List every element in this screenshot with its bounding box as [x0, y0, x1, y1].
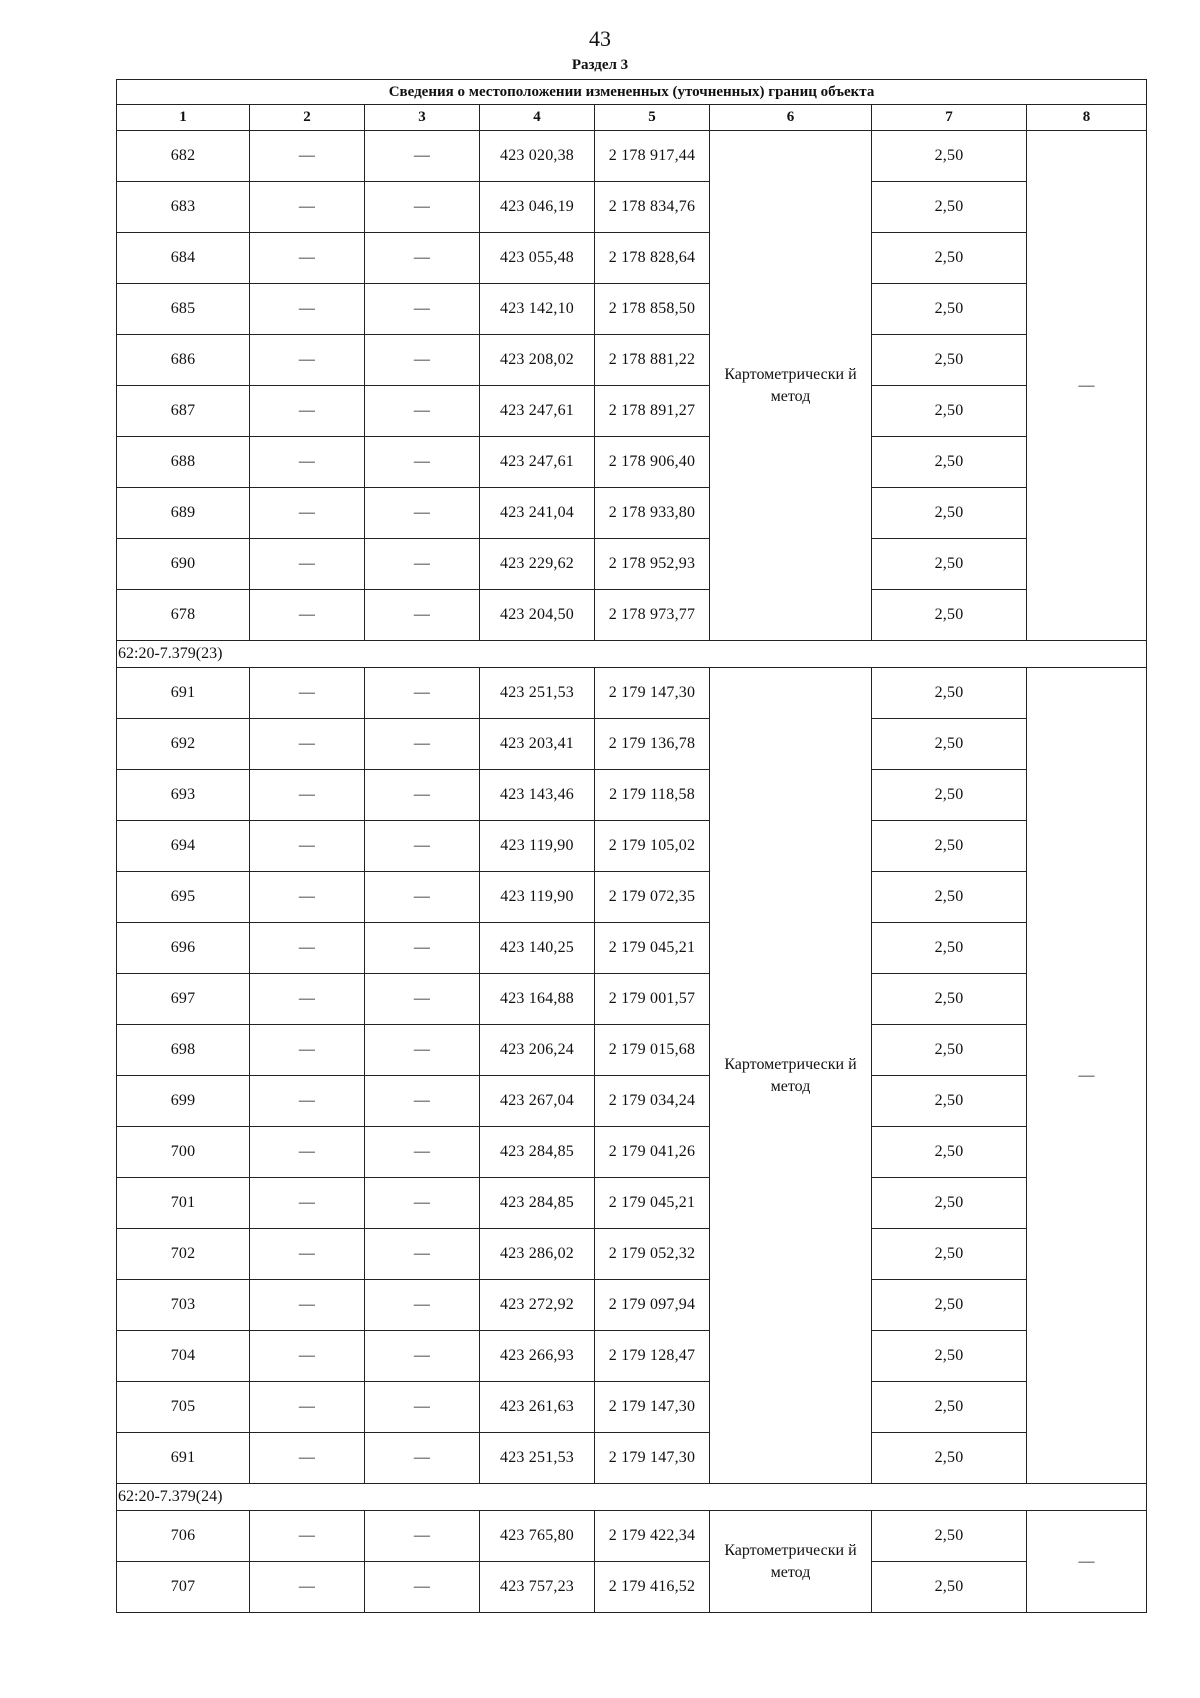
point-number-cell: 678 — [117, 590, 250, 641]
y-coordinate-cell: 2 179 045,21 — [595, 1178, 710, 1229]
point-number-cell: 683 — [117, 182, 250, 233]
point-number-cell: 686 — [117, 335, 250, 386]
point-number-cell: 688 — [117, 437, 250, 488]
dash-cell: — — [365, 1511, 480, 1562]
dash-cell: — — [365, 335, 480, 386]
dash-cell: — — [250, 386, 365, 437]
point-number-cell: 687 — [117, 386, 250, 437]
y-coordinate-cell: 2 179 034,24 — [595, 1076, 710, 1127]
y-coordinate-cell: 2 179 147,30 — [595, 1433, 710, 1484]
table-row — [117, 1076, 1147, 1127]
column-number: 7 — [872, 105, 1027, 131]
dash-cell: — — [250, 1382, 365, 1433]
table-row — [117, 668, 1147, 719]
column-number: 3 — [365, 105, 480, 131]
point-number-cell: 704 — [117, 1331, 250, 1382]
y-coordinate-cell: 2 179 072,35 — [595, 872, 710, 923]
dash-cell: — — [365, 1562, 480, 1613]
precision-cell: 2,50 — [872, 335, 1027, 386]
dash-cell: — — [250, 668, 365, 719]
y-coordinate-cell: 2 178 933,80 — [595, 488, 710, 539]
x-coordinate-cell: 423 046,19 — [480, 182, 595, 233]
y-coordinate-cell: 2 179 045,21 — [595, 923, 710, 974]
coordinates-table — [116, 79, 1147, 1613]
dash-cell: — — [250, 182, 365, 233]
dash-cell: — — [365, 539, 480, 590]
y-coordinate-cell: 2 178 858,50 — [595, 284, 710, 335]
x-coordinate-cell: 423 251,53 — [480, 1433, 595, 1484]
point-number-cell: 696 — [117, 923, 250, 974]
dash-cell: — — [365, 1025, 480, 1076]
y-coordinate-cell: 2 178 917,44 — [595, 131, 710, 182]
dash-cell: — — [250, 1562, 365, 1613]
precision-cell: 2,50 — [872, 488, 1027, 539]
dash-cell: — — [365, 131, 480, 182]
point-number-cell: 694 — [117, 821, 250, 872]
dash-cell: — — [365, 284, 480, 335]
table-row — [117, 1562, 1147, 1613]
dash-cell: — — [365, 1280, 480, 1331]
dash-cell: — — [250, 131, 365, 182]
y-coordinate-cell: 2 179 422,34 — [595, 1511, 710, 1562]
dash-cell: — — [365, 1433, 480, 1484]
precision-cell: 2,50 — [872, 284, 1027, 335]
dash-cell: — — [365, 1382, 480, 1433]
y-coordinate-cell: 2 179 416,52 — [595, 1562, 710, 1613]
point-number-cell: 698 — [117, 1025, 250, 1076]
y-coordinate-cell: 2 179 128,47 — [595, 1331, 710, 1382]
point-number-cell: 689 — [117, 488, 250, 539]
point-number-cell: 701 — [117, 1178, 250, 1229]
x-coordinate-cell: 423 757,23 — [480, 1562, 595, 1613]
x-coordinate-cell: 423 119,90 — [480, 872, 595, 923]
point-number-cell: 707 — [117, 1562, 250, 1613]
table-row — [117, 1331, 1147, 1382]
point-number-cell: 691 — [117, 668, 250, 719]
x-coordinate-cell: 423 261,63 — [480, 1382, 595, 1433]
dash-cell: — — [250, 1511, 365, 1562]
precision-cell: 2,50 — [872, 1382, 1027, 1433]
method-cell: Картометрически й метод — [710, 131, 872, 641]
point-number-cell: 691 — [117, 1433, 250, 1484]
x-coordinate-cell: 423 119,90 — [480, 821, 595, 872]
point-number-cell: 703 — [117, 1280, 250, 1331]
y-coordinate-cell: 2 179 147,30 — [595, 1382, 710, 1433]
dash-cell: — — [365, 821, 480, 872]
x-coordinate-cell: 423 208,02 — [480, 335, 595, 386]
group-label-row — [117, 641, 1147, 668]
point-number-cell: 702 — [117, 1229, 250, 1280]
table-row — [117, 1127, 1147, 1178]
y-coordinate-cell: 2 178 891,27 — [595, 386, 710, 437]
precision-cell: 2,50 — [872, 1562, 1027, 1613]
x-coordinate-cell: 423 241,04 — [480, 488, 595, 539]
dash-cell: — — [250, 1433, 365, 1484]
section-title: Раздел 3 — [571, 57, 629, 73]
group-label: 62:20-7.379(24) — [117, 1484, 1147, 1511]
column-number: 6 — [710, 105, 872, 131]
x-coordinate-cell: 423 251,53 — [480, 668, 595, 719]
dash-cell: — — [365, 1127, 480, 1178]
table-row — [117, 539, 1147, 590]
y-coordinate-cell: 2 179 105,02 — [595, 821, 710, 872]
precision-cell: 2,50 — [872, 182, 1027, 233]
precision-cell: 2,50 — [872, 1025, 1027, 1076]
precision-cell: 2,50 — [872, 590, 1027, 641]
dash-cell: — — [250, 974, 365, 1025]
notes-dash-cell: — — [1027, 668, 1147, 1484]
table-row — [117, 131, 1147, 182]
y-coordinate-cell: 2 179 147,30 — [595, 668, 710, 719]
y-coordinate-cell: 2 179 015,68 — [595, 1025, 710, 1076]
dash-cell: — — [250, 1178, 365, 1229]
precision-cell: 2,50 — [872, 1076, 1027, 1127]
column-number: 5 — [595, 105, 710, 131]
notes-dash-cell: — — [1027, 131, 1147, 641]
column-number: 2 — [250, 105, 365, 131]
table-row — [117, 386, 1147, 437]
precision-cell: 2,50 — [872, 1331, 1027, 1382]
dash-cell: — — [365, 974, 480, 1025]
point-number-cell: 692 — [117, 719, 250, 770]
precision-cell: 2,50 — [872, 1280, 1027, 1331]
y-coordinate-cell: 2 179 001,57 — [595, 974, 710, 1025]
dash-cell: — — [250, 821, 365, 872]
dash-cell: — — [365, 386, 480, 437]
dash-cell: — — [250, 1025, 365, 1076]
table-row — [117, 590, 1147, 641]
y-coordinate-cell: 2 179 052,32 — [595, 1229, 710, 1280]
dash-cell: — — [250, 1331, 365, 1382]
point-number-cell: 705 — [117, 1382, 250, 1433]
table-title: Сведения о местоположении измененных (уточненных) границ объекта — [117, 80, 1147, 105]
y-coordinate-cell: 2 179 097,94 — [595, 1280, 710, 1331]
precision-cell: 2,50 — [872, 1127, 1027, 1178]
table-row — [117, 1280, 1147, 1331]
table-row — [117, 233, 1147, 284]
table-row — [117, 923, 1147, 974]
dash-cell: — — [250, 770, 365, 821]
precision-cell: 2,50 — [872, 131, 1027, 182]
table-body — [117, 131, 1147, 1613]
table-row — [117, 284, 1147, 335]
y-coordinate-cell: 2 179 041,26 — [595, 1127, 710, 1178]
y-coordinate-cell: 2 179 136,78 — [595, 719, 710, 770]
dash-cell: — — [250, 539, 365, 590]
table-row — [117, 1382, 1147, 1433]
dash-cell: — — [250, 719, 365, 770]
x-coordinate-cell: 423 247,61 — [480, 437, 595, 488]
dash-cell: — — [250, 1076, 365, 1127]
x-coordinate-cell: 423 267,04 — [480, 1076, 595, 1127]
dash-cell: — — [365, 590, 480, 641]
precision-cell: 2,50 — [872, 539, 1027, 590]
precision-cell: 2,50 — [872, 1229, 1027, 1280]
x-coordinate-cell: 423 142,10 — [480, 284, 595, 335]
y-coordinate-cell: 2 178 834,76 — [595, 182, 710, 233]
dash-cell: — — [365, 488, 480, 539]
method-cell: Картометрически й метод — [710, 668, 872, 1484]
dash-cell: — — [250, 233, 365, 284]
x-coordinate-cell: 423 765,80 — [480, 1511, 595, 1562]
dash-cell: — — [250, 488, 365, 539]
dash-cell: — — [365, 233, 480, 284]
table-row — [117, 719, 1147, 770]
x-coordinate-cell: 423 143,46 — [480, 770, 595, 821]
precision-cell: 2,50 — [872, 923, 1027, 974]
x-coordinate-cell: 423 204,50 — [480, 590, 595, 641]
point-number-cell: 684 — [117, 233, 250, 284]
precision-cell: 2,50 — [872, 233, 1027, 284]
table-row — [117, 1511, 1147, 1562]
precision-cell: 2,50 — [872, 974, 1027, 1025]
table-row — [117, 1025, 1147, 1076]
point-number-cell: 690 — [117, 539, 250, 590]
dash-cell: — — [250, 284, 365, 335]
table-row — [117, 872, 1147, 923]
point-number-cell: 682 — [117, 131, 250, 182]
x-coordinate-cell: 423 284,85 — [480, 1178, 595, 1229]
group-label-row — [117, 1484, 1147, 1511]
dash-cell: — — [365, 1076, 480, 1127]
table-row — [117, 437, 1147, 488]
dash-cell: — — [250, 335, 365, 386]
precision-cell: 2,50 — [872, 668, 1027, 719]
column-number: 1 — [117, 105, 250, 131]
point-number-cell: 699 — [117, 1076, 250, 1127]
dash-cell: — — [365, 1229, 480, 1280]
point-number-cell: 685 — [117, 284, 250, 335]
dash-cell: — — [250, 437, 365, 488]
dash-cell: — — [250, 1280, 365, 1331]
precision-cell: 2,50 — [872, 770, 1027, 821]
dash-cell: — — [250, 1229, 365, 1280]
precision-cell: 2,50 — [872, 437, 1027, 488]
x-coordinate-cell: 423 140,25 — [480, 923, 595, 974]
table-row — [117, 488, 1147, 539]
dash-cell: — — [365, 872, 480, 923]
dash-cell: — — [365, 923, 480, 974]
dash-cell: — — [365, 668, 480, 719]
table-row — [117, 1433, 1147, 1484]
y-coordinate-cell: 2 178 973,77 — [595, 590, 710, 641]
table-row — [117, 1229, 1147, 1280]
dash-cell: — — [365, 719, 480, 770]
dash-cell: — — [365, 437, 480, 488]
y-coordinate-cell: 2 178 952,93 — [595, 539, 710, 590]
y-coordinate-cell: 2 178 828,64 — [595, 233, 710, 284]
dash-cell: — — [250, 923, 365, 974]
dash-cell: — — [365, 182, 480, 233]
precision-cell: 2,50 — [872, 1178, 1027, 1229]
notes-dash-cell: — — [1027, 1511, 1147, 1613]
point-number-cell: 695 — [117, 872, 250, 923]
precision-cell: 2,50 — [872, 821, 1027, 872]
x-coordinate-cell: 423 284,85 — [480, 1127, 595, 1178]
dash-cell: — — [250, 872, 365, 923]
precision-cell: 2,50 — [872, 872, 1027, 923]
dash-cell: — — [365, 1178, 480, 1229]
x-coordinate-cell: 423 266,93 — [480, 1331, 595, 1382]
precision-cell: 2,50 — [872, 1511, 1027, 1562]
point-number-cell: 697 — [117, 974, 250, 1025]
x-coordinate-cell: 423 164,88 — [480, 974, 595, 1025]
x-coordinate-cell: 423 286,02 — [480, 1229, 595, 1280]
point-number-cell: 700 — [117, 1127, 250, 1178]
group-label: 62:20-7.379(23) — [117, 641, 1147, 668]
dash-cell: — — [250, 1127, 365, 1178]
precision-cell: 2,50 — [872, 386, 1027, 437]
point-number-cell: 693 — [117, 770, 250, 821]
table-row — [117, 821, 1147, 872]
page-number: 43 — [589, 26, 611, 51]
table-row — [117, 1178, 1147, 1229]
dash-cell: — — [365, 1331, 480, 1382]
table-row — [117, 335, 1147, 386]
precision-cell: 2,50 — [872, 719, 1027, 770]
table-row — [117, 770, 1147, 821]
x-coordinate-cell: 423 055,48 — [480, 233, 595, 284]
column-number: 8 — [1027, 105, 1147, 131]
dash-cell: — — [365, 770, 480, 821]
y-coordinate-cell: 2 178 881,22 — [595, 335, 710, 386]
x-coordinate-cell: 423 272,92 — [480, 1280, 595, 1331]
precision-cell: 2,50 — [872, 1433, 1027, 1484]
y-coordinate-cell: 2 179 118,58 — [595, 770, 710, 821]
column-number-row — [117, 105, 1147, 131]
table-row — [117, 974, 1147, 1025]
y-coordinate-cell: 2 178 906,40 — [595, 437, 710, 488]
x-coordinate-cell: 423 020,38 — [480, 131, 595, 182]
x-coordinate-cell: 423 229,62 — [480, 539, 595, 590]
dash-cell: — — [250, 590, 365, 641]
x-coordinate-cell: 423 206,24 — [480, 1025, 595, 1076]
column-number: 4 — [480, 105, 595, 131]
table-row — [117, 182, 1147, 233]
x-coordinate-cell: 423 203,41 — [480, 719, 595, 770]
x-coordinate-cell: 423 247,61 — [480, 386, 595, 437]
method-cell: Картометрически й метод — [710, 1511, 872, 1613]
point-number-cell: 706 — [117, 1511, 250, 1562]
